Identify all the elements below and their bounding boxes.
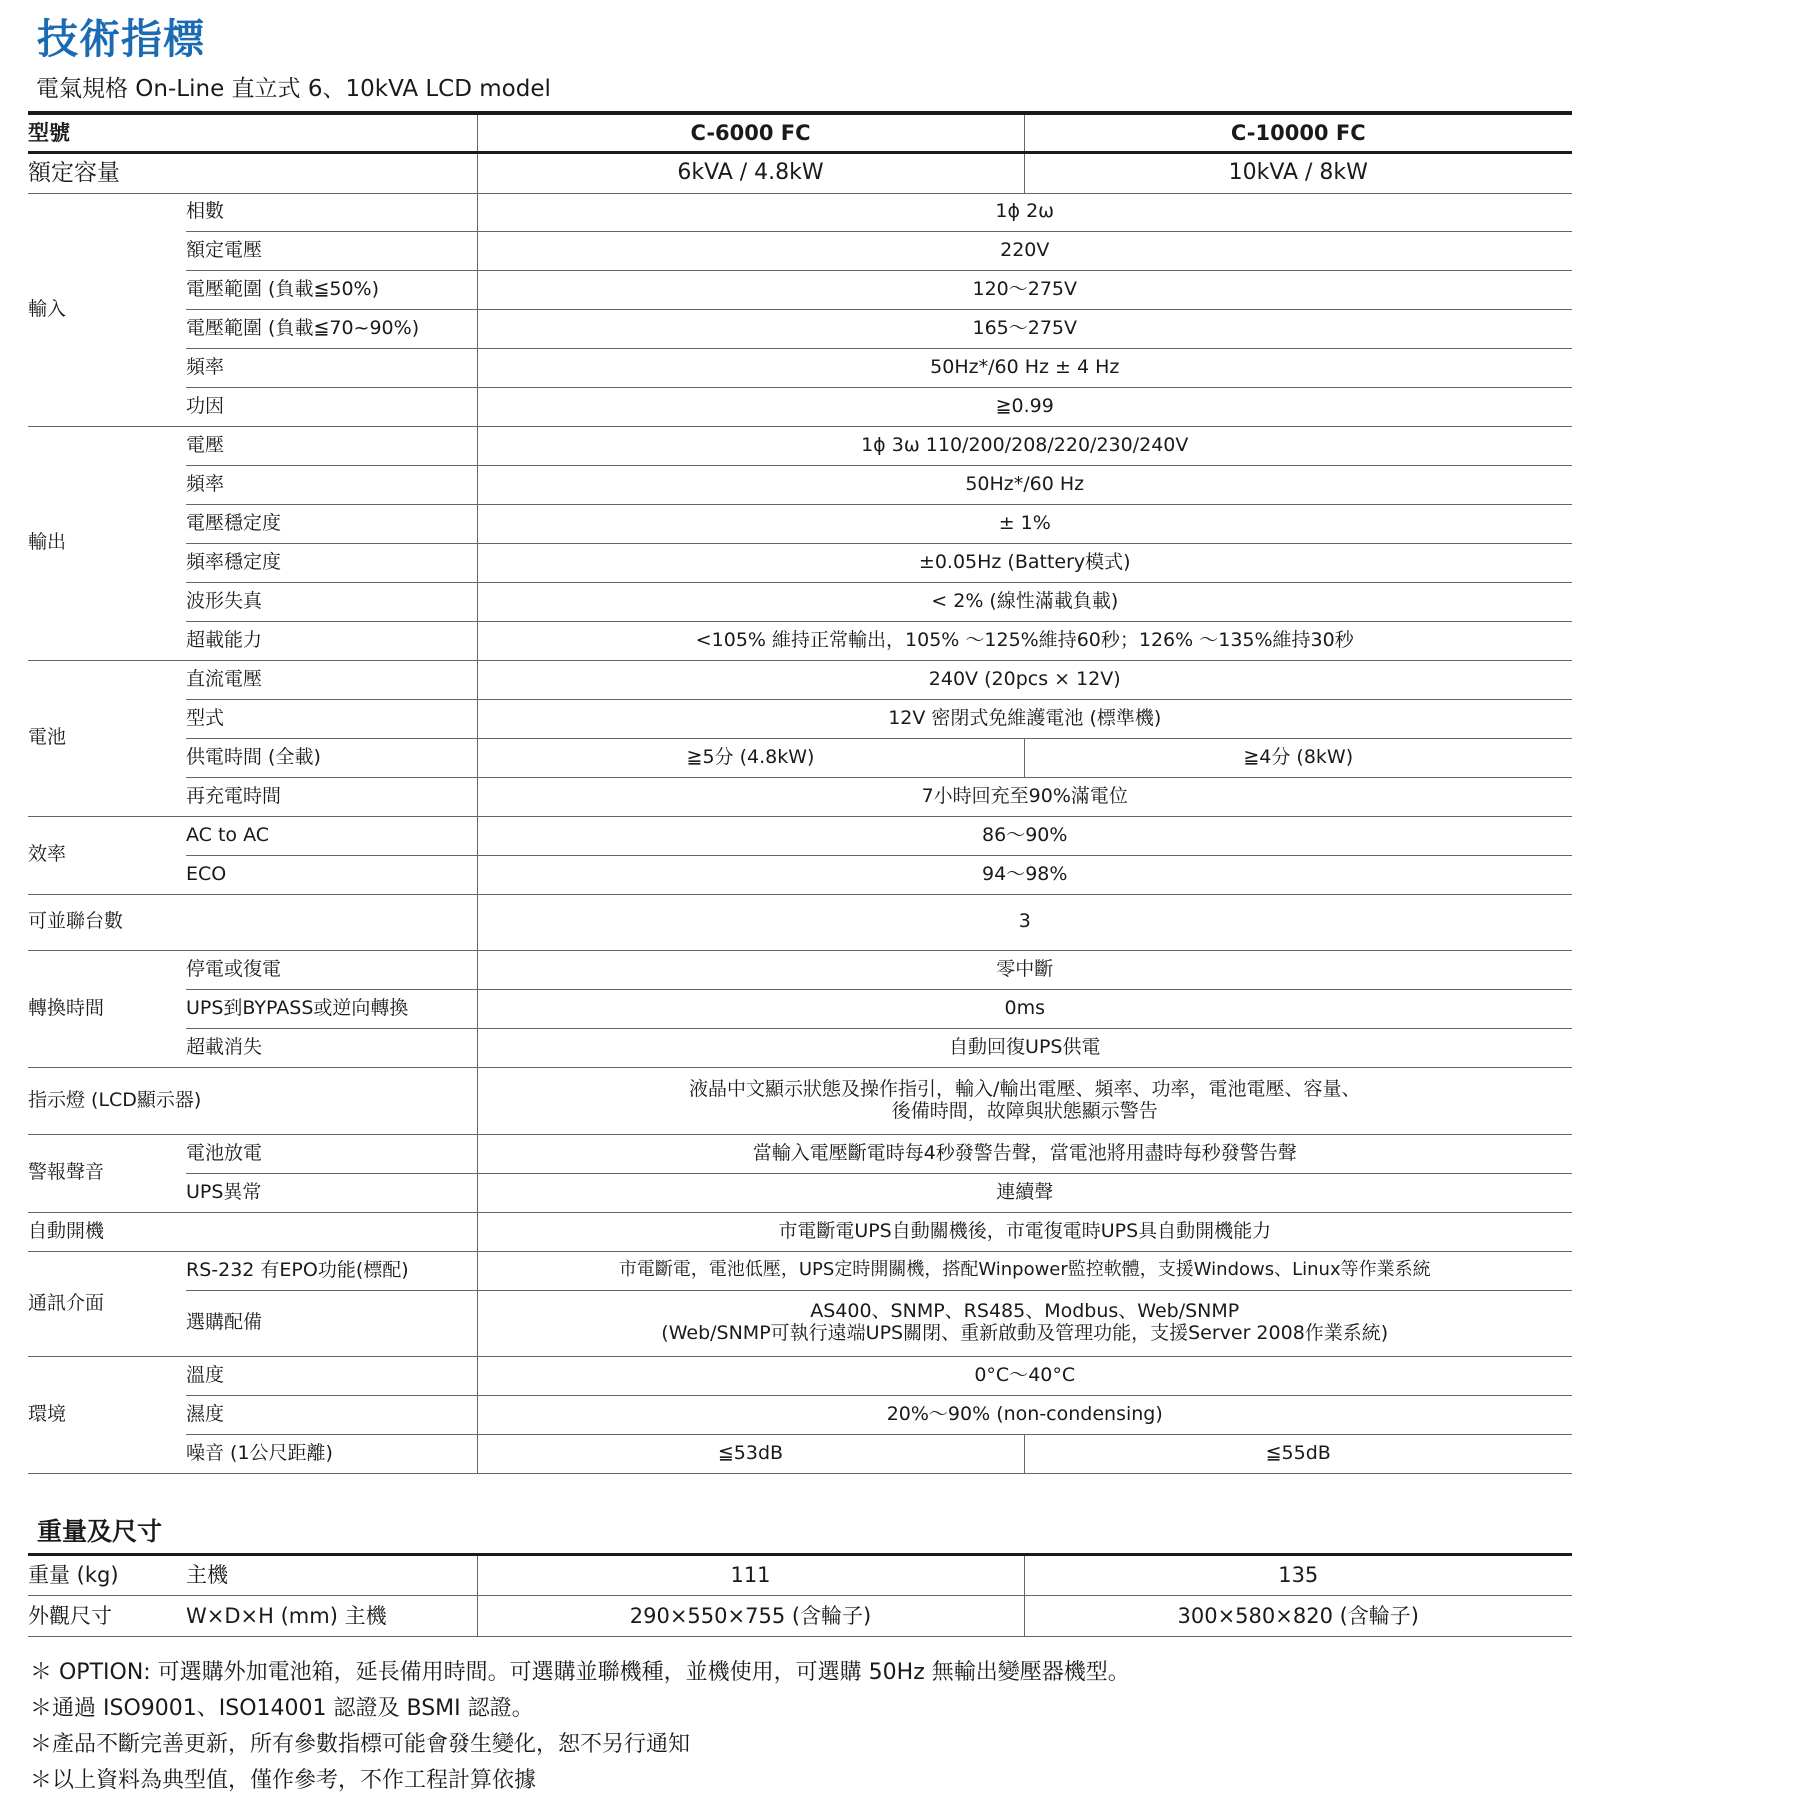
- table-row: [28, 504, 1572, 543]
- model-a-header: C-6000 FC: [477, 113, 1024, 152]
- efficiency-label: ECO: [186, 855, 477, 894]
- environment-category: 環境: [28, 1356, 186, 1473]
- comm-optional-label: 選購配備: [186, 1290, 477, 1356]
- weight-a: 111: [477, 1555, 1024, 1596]
- weight-b: 135: [1024, 1555, 1572, 1596]
- table-row: [28, 1395, 1572, 1434]
- output-label: 波形失真: [186, 582, 477, 621]
- table-row: [28, 309, 1572, 348]
- table-row: [28, 113, 1572, 152]
- indicator-line-1: 液晶中文顯示狀態及操作指引，輸入/輸出電壓、頻率、功率，電池電壓、容量、: [689, 1077, 1361, 1100]
- output-label: 頻率穩定度: [186, 543, 477, 582]
- transfer-value: 0ms: [477, 989, 1572, 1028]
- output-value: < 2% (線性滿載負載): [477, 582, 1572, 621]
- comm-optional-line-1: AS400、SNMP、RS485、Modbus、Web/SNMP: [810, 1300, 1240, 1323]
- table-row: [28, 1356, 1572, 1395]
- table-row: [28, 894, 1572, 950]
- rated-capacity-a: 6kVA / 4.8kW: [477, 152, 1024, 193]
- table-row: [28, 270, 1572, 309]
- parallel-label: 可並聯台數: [28, 894, 477, 950]
- table-row: [28, 348, 1572, 387]
- page-subtitle: 電氣規格 On-Line 直立式 6、10kVA LCD model: [36, 76, 551, 102]
- comm-rs232-label: RS-232 有EPO功能(標配): [186, 1251, 477, 1290]
- input-value: 165～275V: [477, 309, 1572, 348]
- environment-humidity-label: 濕度: [186, 1395, 477, 1434]
- output-label: 頻率: [186, 465, 477, 504]
- transfer-value: 零中斷: [477, 950, 1572, 989]
- alarm-value: 連續聲: [477, 1173, 1572, 1212]
- output-label: 超載能力: [186, 621, 477, 660]
- output-value: 1ϕ 3ω 110/200/208/220/230/240V: [477, 426, 1572, 465]
- environment-noise-b: ≦55dB: [1024, 1434, 1572, 1473]
- auto-start-label: 自動開機: [28, 1212, 477, 1251]
- transfer-label: UPS到BYPASS或逆向轉換: [186, 989, 477, 1028]
- table-row: [28, 1212, 1572, 1251]
- table-row: [28, 543, 1572, 582]
- battery-recharge-value: 7小時回充至90%滿電位: [477, 777, 1572, 816]
- input-label: 相數: [186, 193, 477, 231]
- table-row: [28, 582, 1572, 621]
- indicator-label: 指示燈 (LCD顯示器): [28, 1067, 477, 1134]
- table-row: [28, 1555, 1572, 1596]
- battery-type-value: 12V 密閉式免維護電池 (標準機): [477, 699, 1572, 738]
- footnote: ＊產品不斷完善更新，所有參數指標可能會發生變化，恕不另行通知: [30, 1732, 691, 1757]
- alarm-label: 電池放電: [186, 1134, 477, 1173]
- footnote: ＊通過 ISO9001、ISO14001 認證及 BSMI 認證。: [30, 1696, 534, 1721]
- footnote: ＊ OPTION: 可選購外加電池箱，延長備用時間。可選購並聯機種，並機使用，可選購 50Hz 無輸出變壓器機型。: [30, 1660, 1130, 1685]
- table-row: [28, 231, 1572, 270]
- table-row: [28, 1067, 1572, 1134]
- table-row: [28, 1134, 1572, 1173]
- table-row: [28, 1596, 1572, 1637]
- table-row: [28, 621, 1572, 660]
- table-row: [28, 426, 1572, 465]
- table-row: [28, 989, 1572, 1028]
- parallel-value: 3: [477, 894, 1572, 950]
- battery-type-label: 型式: [186, 699, 477, 738]
- efficiency-value: 94～98%: [477, 855, 1572, 894]
- table-row: [28, 1434, 1572, 1473]
- input-label: 電壓範圍 (負載≦50%): [186, 270, 477, 309]
- dimension-sub-label: W×D×H (mm) 主機: [186, 1596, 477, 1637]
- table-row: [28, 1290, 1572, 1356]
- table-row: [28, 950, 1572, 989]
- battery-backup-b: ≧4分 (8kW): [1024, 738, 1572, 777]
- output-value: ±0.05Hz (Battery模式): [477, 543, 1572, 582]
- transfer-value: 自動回復UPS供電: [477, 1028, 1572, 1067]
- environment-temp-value: 0°C～40°C: [477, 1356, 1572, 1395]
- table-row: [28, 1173, 1572, 1212]
- input-value: 50Hz*/60 Hz ± 4 Hz: [477, 348, 1572, 387]
- battery-recharge-label: 再充電時間: [186, 777, 477, 816]
- input-label: 電壓範圍 (負載≦70~90%): [186, 309, 477, 348]
- table-row: [28, 816, 1572, 855]
- footnotes: [30, 1655, 1130, 1799]
- table-row: [28, 152, 1572, 193]
- battery-category: 電池: [28, 660, 186, 816]
- output-label: 電壓穩定度: [186, 504, 477, 543]
- weight-section-title: 重量及尺寸: [37, 1517, 163, 1546]
- rated-capacity-label: 額定容量: [28, 152, 477, 193]
- environment-noise-label: 噪音 (1公尺距離): [186, 1434, 477, 1473]
- table-row: [28, 738, 1572, 777]
- comm-rs232-value: 市電斷電，電池低壓，UPS定時開關機，搭配Winpower監控軟體，支援Windows、Linux等作業系統: [477, 1251, 1572, 1290]
- indicator-value: [477, 1067, 1572, 1134]
- environment-humidity-value: 20%～90% (non-condensing): [477, 1395, 1572, 1434]
- battery-dc-voltage-label: 直流電壓: [186, 660, 477, 699]
- efficiency-value: 86～90%: [477, 816, 1572, 855]
- table-row: [28, 660, 1572, 699]
- output-value: 50Hz*/60 Hz: [477, 465, 1572, 504]
- spec-table: [28, 111, 1572, 1474]
- output-category: 輸出: [28, 426, 186, 660]
- weight-label: 重量 (kg): [28, 1555, 186, 1596]
- weight-table: [28, 1553, 1572, 1637]
- comm-optional-line-2: (Web/SNMP可執行遠端UPS關閉、重新啟動及管理功能，支援Server 2008作業系統): [661, 1322, 1389, 1344]
- input-value: ≧0.99: [477, 387, 1572, 426]
- input-value: 220V: [477, 231, 1572, 270]
- comm-optional-value: [477, 1290, 1572, 1356]
- weight-sub-label: 主機: [186, 1555, 477, 1596]
- dimension-label: 外觀尺寸: [28, 1596, 186, 1637]
- page-title: 技術指標: [37, 15, 205, 63]
- alarm-label: UPS異常: [186, 1173, 477, 1212]
- alarm-category: 警報聲音: [28, 1134, 186, 1212]
- battery-backup-label: 供電時間 (全載): [186, 738, 477, 777]
- dimension-a: 290×550×755 (含輪子): [477, 1596, 1024, 1637]
- table-row: [28, 1028, 1572, 1067]
- table-row: [28, 699, 1572, 738]
- output-label: 電壓: [186, 426, 477, 465]
- model-header-label: 型號: [28, 113, 477, 152]
- model-b-header: C-10000 FC: [1024, 113, 1572, 152]
- battery-backup-a: ≧5分 (4.8kW): [477, 738, 1024, 777]
- input-category: 輸入: [28, 193, 186, 426]
- transfer-label: 超載消失: [186, 1028, 477, 1067]
- battery-dc-voltage-value: 240V (20pcs × 12V): [477, 660, 1572, 699]
- indicator-line-2: 後備時間，故障與狀態顯示警告: [891, 1099, 1158, 1122]
- environment-noise-a: ≦53dB: [477, 1434, 1024, 1473]
- table-row: [28, 465, 1572, 504]
- table-row: [28, 193, 1572, 231]
- table-row: [28, 777, 1572, 816]
- input-label: 頻率: [186, 348, 477, 387]
- dimension-b: 300×580×820 (含輪子): [1024, 1596, 1572, 1637]
- transfer-category: 轉換時間: [28, 950, 186, 1067]
- environment-temp-label: 溫度: [186, 1356, 477, 1395]
- alarm-value: 當輸入電壓斷電時每4秒發警告聲，當電池將用盡時每秒發警告聲: [477, 1134, 1572, 1173]
- input-label: 功因: [186, 387, 477, 426]
- table-row: [28, 855, 1572, 894]
- footnote: ＊以上資料為典型值，僅作參考，不作工程計算依據: [30, 1768, 537, 1793]
- input-value: 1ϕ 2ω: [477, 193, 1572, 231]
- table-row: [28, 387, 1572, 426]
- output-value: <105% 維持正常輸出，105% ～125%維持60秒；126% ～135%維持30秒: [477, 621, 1572, 660]
- efficiency-category: 效率: [28, 816, 186, 894]
- transfer-label: 停電或復電: [186, 950, 477, 989]
- comm-category: 通訊介面: [28, 1251, 186, 1356]
- output-value: ± 1%: [477, 504, 1572, 543]
- efficiency-label: AC to AC: [186, 816, 477, 855]
- rated-capacity-b: 10kVA / 8kW: [1024, 152, 1572, 193]
- auto-start-value: 市電斷電UPS自動關機後，市電復電時UPS具自動開機能力: [477, 1212, 1572, 1251]
- table-row: [28, 1251, 1572, 1290]
- input-label: 額定電壓: [186, 231, 477, 270]
- input-value: 120～275V: [477, 270, 1572, 309]
